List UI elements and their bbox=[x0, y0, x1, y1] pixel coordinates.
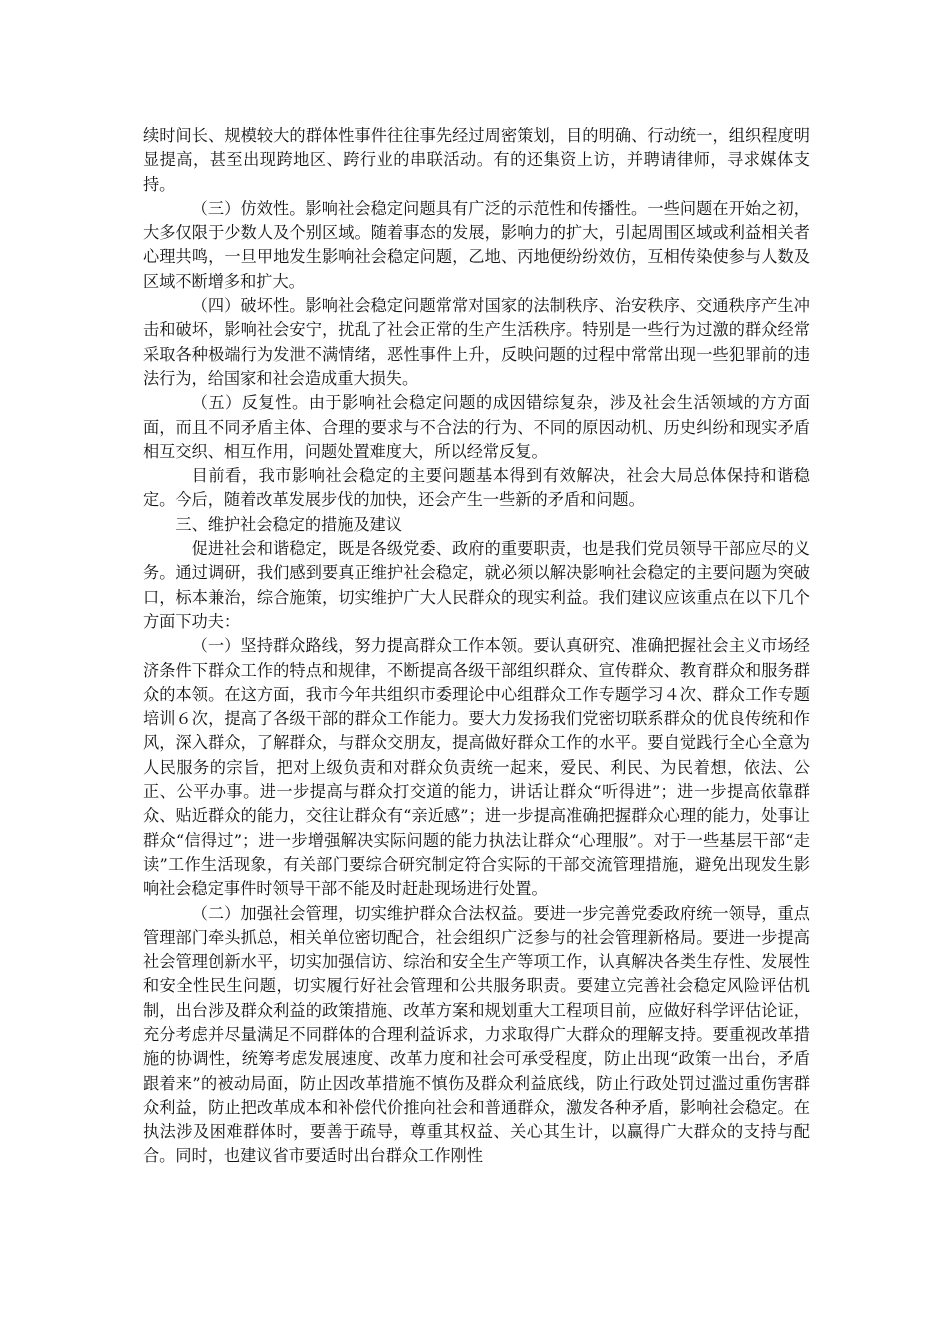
paragraph-intro-measures: 促进社会和谐稳定，既是各级党委、政府的重要职责，也是我们党员领导干部应尽的义务。通过调研，我们感到要真正维护社会稳定，就必须以解决影响社会稳定的主要问题为突破口，标本兼治，综合施策，切实维护广大人民群众的现实利益。我们建议应该重点在以下几个方面下功夫： bbox=[143, 539, 810, 631]
document-page bbox=[143, 124, 810, 1169]
paragraph-destructive: （四）破坏性。影响社会稳定问题常常对国家的法制秩序、治安秩序、交通秩序产生冲击和破坏，影响社会安宁，扰乱了社会正常的生产生活秩序。特别是一些行为过激的群众经常采取各种极端行为发泄不满情绪，恶性事件上升，反映问题的过程中常常出现一些犯罪前的违法行为，给国家和社会造成重大损失。 bbox=[143, 296, 810, 388]
paragraph-continuation: 续时间长、规模较大的群体性事件往往事先经过周密策划，目的明确、行动统一，组织程度明显提高，甚至出现跨地区、跨行业的串联活动。有的还集资上访，并聘请律师，寻求媒体支持。 bbox=[143, 126, 810, 194]
section-heading-measures: 三、维护社会稳定的措施及建议 bbox=[175, 514, 403, 534]
paragraph-repetitive: （五）反复性。由于影响社会稳定问题的成因错综复杂，涉及社会生活领域的方方面面，而且不同矛盾主体、合理的要求与不合法的行为、不同的原因动机、历史纠纷和现实矛盾相互交织、相互作用，问题处置难度大，所以经常反复。 bbox=[143, 393, 810, 461]
paragraph-current-situation: 目前看，我市影响社会稳定的主要问题基本得到有效解决，社会大局总体保持和谐稳定。今后，随着改革发展步伐的加快，还会产生一些新的矛盾和问题。 bbox=[143, 466, 810, 510]
paragraph-mass-line: （一）坚持群众路线，努力提高群众工作本领。要认真研究、准确把握社会主义市场经济条件下群众工作的特点和规律，不断提高各级干部组织群众、宣传群众、教育群众和服务群众的本领。在这方面，我市今年共组织市委理论中心组群众工作专题学习４次、群众工作专题培训６次，提高了各级干部的群众工作能力。要大力发扬我们党密切联系群众的优良传统和作风，深入群众，了解群众，与群众交朋友，提高做好群众工作的水平。要自觉践行全心全意为人民服务的宗旨，把对上级负责和对群众负责统一起来，爱民、利民、为民着想，依法、公正、公平办事。进一步提高与群众打交道的能力，讲话让群众“听得进”；进一步提高依靠群众、贴近群众的能力，交往让群众有“亲近感”；进一步提高准确把握群众心理的能力，处事让群众“信得过”；进一步增强解决实际问题的能力执法让群众“心理服”。对于一些基层干部“走读”工作生活现象，有关部门要综合研究制定符合实际的干部交流管理措施，避免出现发生影响社会稳定事件时领导干部不能及时赶赴现场进行处置。 bbox=[143, 636, 810, 899]
paragraph-social-management: （二）加强社会管理，切实维护群众合法权益。要进一步完善党委政府统一领导，重点管理部门牵头抓总，相关单位密切配合，社会组织广泛参与的社会管理新格局。要进一步提高社会管理创新水平，切实加强信访、综治和安全生产等项工作，认真解决各类生存性、发展性和安全性民生问题，切实履行好社会管理和公共服务职责。要建立完善社会稳定风险评估机制，出台涉及群众利益的政策措施、改革方案和规划重大工程项目前，应做好科学评估论证，充分考虑并尽量满足不同群体的合理利益诉求，力求取得广大群众的理解支持。要重视改革措施的协调性，统筹考虑发展速度、改革力度和社会可承受程度，防止出现“政策一出台，矛盾跟着来”的被动局面，防止因改革措施不慎伤及群众利益底线，防止行政处罚过滥过重伤害群众利益，防止把改革成本和补偿代价推向社会和普通群众，激发各种矛盾，影响社会稳定。在执法涉及困难群体时，要善于疏导，尊重其权益、关心其生计，以赢得广大群众的支持与配合。同时，也建议省市要适时出台群众工作刚性 bbox=[143, 903, 810, 1166]
paragraph-imitative: （三）仿效性。影响社会稳定问题具有广泛的示范性和传播性。一些问题在开始之初，大多仅限于少数人及个别区域。随着事态的发展，影响力的扩大，引起周围区域或利益相关者心理共鸣，一旦甲地发生影响社会稳定问题，乙地、丙地便纷纷效仿，互相传染使参与人数及区域不断增多和扩大。 bbox=[143, 198, 810, 291]
